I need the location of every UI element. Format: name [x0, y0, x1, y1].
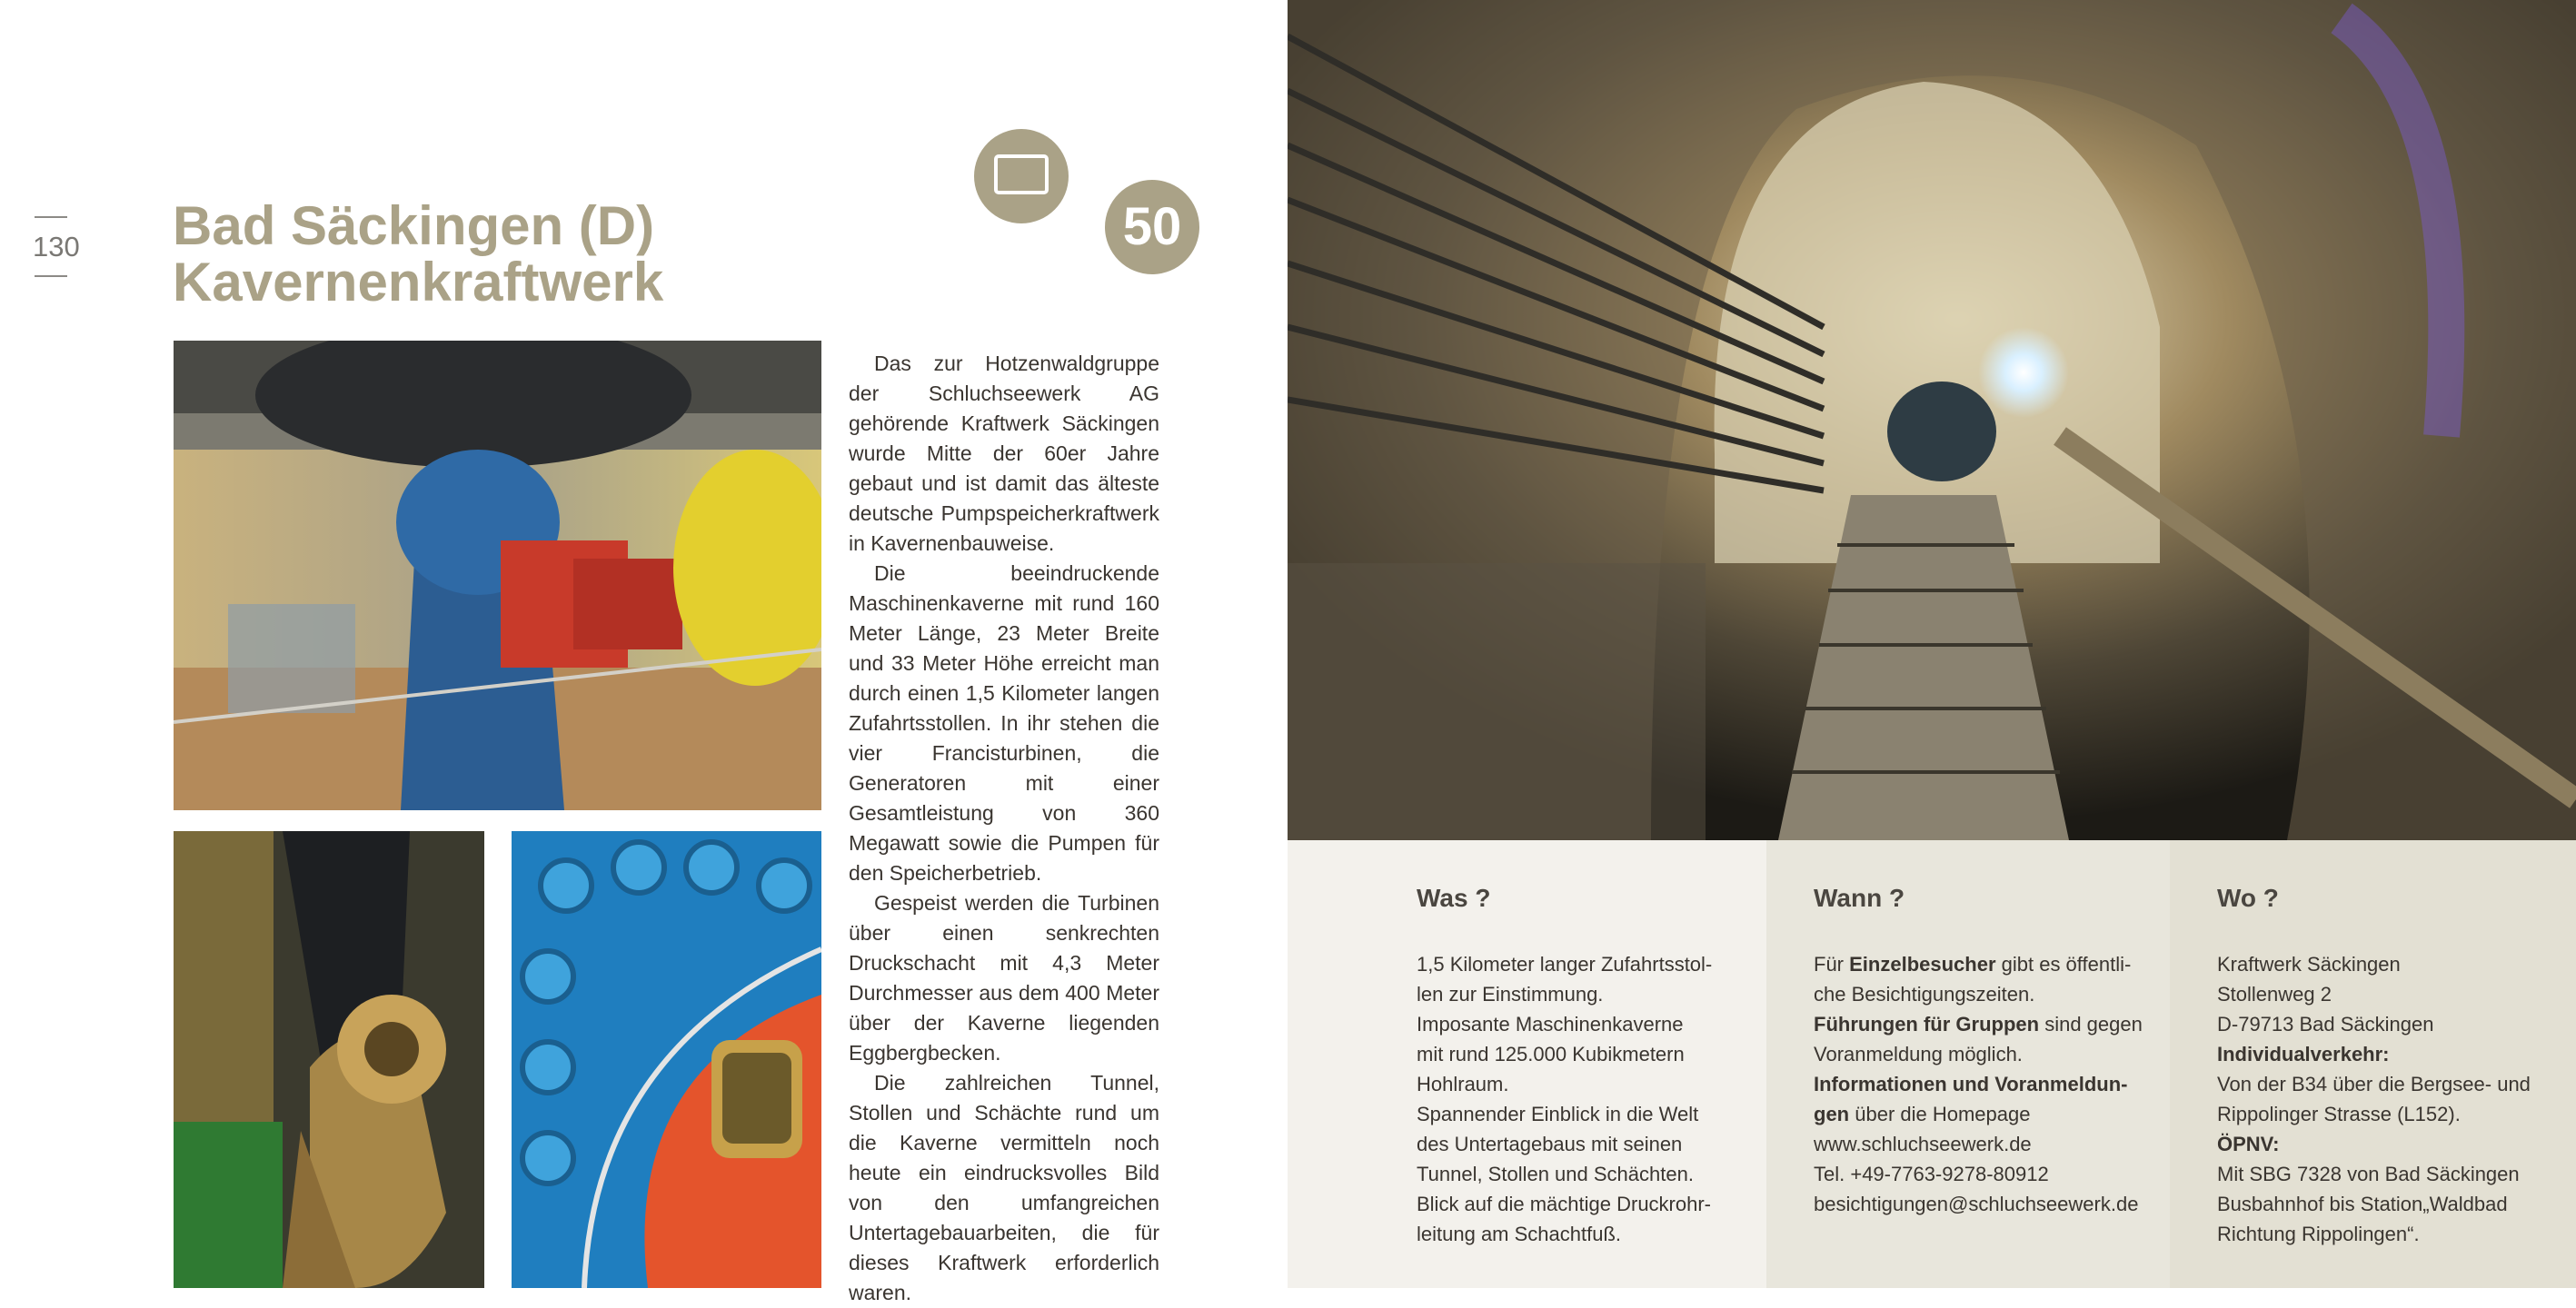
was-line: 1,5 Kilometer langer Zufahrtsstol- [1417, 953, 1713, 976]
page-title [173, 195, 664, 312]
title-line-2: Kavernenkraftwerk [173, 252, 664, 312]
wann-text: Für [1814, 953, 1850, 976]
wo-line: Stollenweg 2 [2217, 983, 2332, 1006]
title-line-1: Bad Säckingen (D) [173, 195, 655, 256]
photo-machine-hall [174, 341, 821, 810]
page-number: 130 [33, 231, 80, 263]
was-line: des Untertagebaus mit seinen [1417, 1133, 1683, 1155]
article-body [849, 349, 1159, 1308]
info-box-wann [1766, 840, 2170, 1288]
website-link[interactable]: www.schluchseewerk.de [1814, 1133, 2032, 1155]
tv-badge [974, 129, 1069, 223]
body-paragraph: Das zur Hotzenwaldgruppe der Schluchseewerk AG gehörende Kraftwerk Säckingen wurde Mitte der 60er Jahre gebaut und ist damit das älteste deutsche Pumpspeicherkraftwerk in Kavernenbauweise. [849, 352, 1159, 555]
wann-line: Informationen und Voranmeldun- [1814, 1073, 2128, 1095]
info-box-was [1288, 840, 1766, 1288]
phone-number: Tel. +49-7763-9278-80912 [1814, 1163, 2049, 1185]
email-link[interactable]: besichtigungen@schluchseewerk.de [1814, 1193, 2139, 1215]
wann-text: gibt es öffentli- [1995, 953, 2132, 976]
wo-line: Von der B34 über die Bergsee- und [2217, 1073, 2531, 1095]
wann-line [1814, 1099, 2148, 1129]
info-box-wo [2170, 840, 2576, 1288]
was-heading: Was ? [1417, 884, 1491, 912]
wo-line: Kraftwerk Säckingen [2217, 953, 2401, 976]
was-line: Hohlraum. [1417, 1073, 1509, 1095]
wann-line [1814, 1009, 2148, 1039]
was-line: Imposante Maschinenkaverne [1417, 1013, 1684, 1036]
wann-line: Voranmeldung möglich. [1814, 1043, 2023, 1065]
wo-line: Mit SBG 7328 von Bad Säckingen [2217, 1163, 2520, 1185]
body-paragraph: Gespeist werden die Turbinen über einen senkrechten Druckschacht mit 4,3 Meter Durchmesser aus dem 400 Meter über der Kaverne liegenden Eggbergbecken. [849, 891, 1159, 1065]
wann-bold: gen [1814, 1103, 1850, 1125]
wann-heading: Wann ? [1814, 884, 1905, 912]
wo-heading: Wo ? [2217, 884, 2279, 912]
wo-line: Rippolinger Strasse (L152). [2217, 1103, 2461, 1125]
left-page [0, 0, 1288, 1304]
wo-line: Richtung Rippolingen“. [2217, 1223, 2420, 1245]
wann-text: über die Homepage [1849, 1103, 2031, 1125]
was-line: len zur Einstimmung. [1417, 983, 1604, 1006]
wann-line: che Besichtigungszeiten. [1814, 983, 2035, 1006]
photo-pressure-pipe [174, 831, 484, 1288]
wann-bold: Einzelbesucher [1849, 953, 1996, 976]
page-number-rule-bottom [35, 275, 67, 277]
was-line: Spannender Einblick in die Welt [1417, 1103, 1699, 1125]
wann-line [1814, 949, 2148, 979]
page-number-rule-top [35, 216, 67, 218]
photo-turbine-detail [512, 831, 821, 1288]
wann-bold: Führungen für Gruppen [1814, 1013, 2040, 1036]
body-paragraph: Die beeindruckende Maschinenkaverne mit rund 160 Meter Länge, 23 Meter Breite und 33 Meter Höhe erreicht man durch einen 1,5 Kilometer langen Zufahrtsstollen. In ihr stehen die vier Francisturbinen, die Generatoren mit einer Gesamtleistung von 360 Megawatt sowie die Pumpen für den Speicherbetrieb. [849, 561, 1159, 885]
was-line: mit rund 125.000 Kubikmetern [1417, 1043, 1685, 1065]
wo-line: Individualverkehr: [2217, 1043, 2390, 1065]
tv-screen-icon [994, 154, 1049, 194]
wo-line: D-79713 Bad Säckingen [2217, 1013, 2434, 1036]
number-badge: 50 [1105, 180, 1199, 274]
wo-line: Busbahnhof bis Station„Waldbad [2217, 1193, 2508, 1215]
photo-tunnel-stairs [1288, 0, 2576, 840]
was-line: Blick auf die mächtige Druckrohr- [1417, 1193, 1712, 1215]
was-line: Tunnel, Stollen und Schächten. [1417, 1163, 1694, 1185]
wann-text: sind gegen [2039, 1013, 2143, 1036]
wo-line: ÖPNV: [2217, 1133, 2280, 1155]
body-paragraph: Die zahlreichen Tunnel, Stollen und Schächte rund um die Kaverne vermitteln noch heute ein eindrucksvolles Bild von den umfangreichen Untertagebauarbeiten, die für dieses Kraftwerk erforderlich waren. [849, 1071, 1159, 1304]
was-line: leitung am Schachtfuß. [1417, 1223, 1622, 1245]
